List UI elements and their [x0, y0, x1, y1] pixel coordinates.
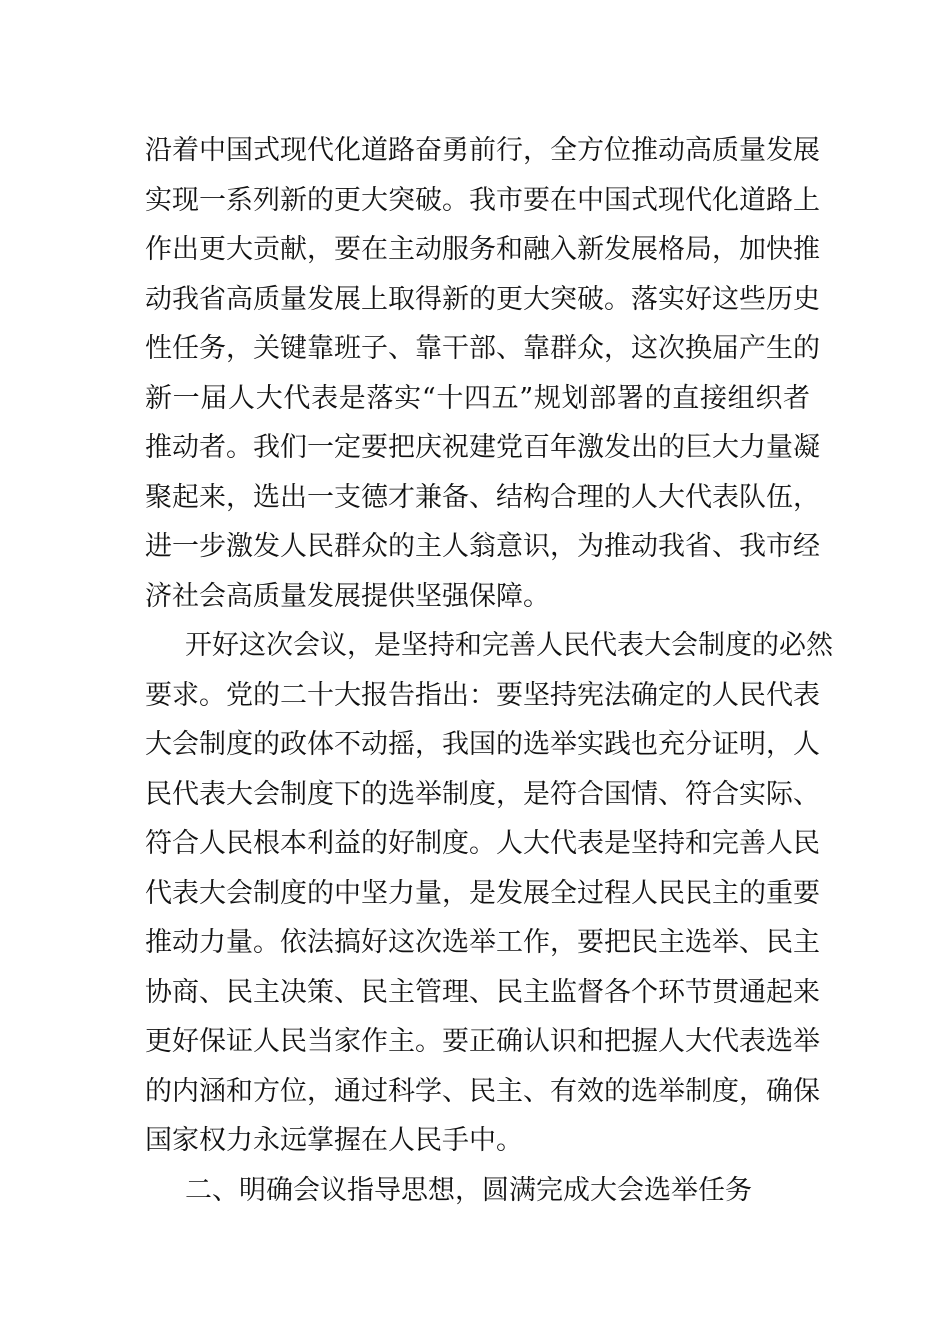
paragraph-1: [145, 126, 820, 621]
text-line: 民代表大会制度下的选举制度，是符合国情、符合实际、: [145, 778, 820, 810]
text-line: 济社会高质量发展提供坚强保障。: [145, 580, 550, 612]
text-line: 实现一系列新的更大突破。我市要在中国式现代化道路上: [145, 184, 820, 216]
text-line: 协商、民主决策、民主管理、民主监督各个环节贯通起来: [145, 976, 820, 1008]
section-heading: [145, 1166, 810, 1216]
text-line: 进一步激发人民群众的主人翁意识，为推动我省、我市经: [145, 531, 820, 562]
text-line: 推动力量。依法搞好这次选举工作，要把民主选举、民主: [145, 927, 820, 958]
text-line: 更好保证人民当家作主。要正确认识和把握人大代表选举: [145, 1026, 820, 1057]
text-line: 聚起来，选出一支德才兼备、结构合理的人大代表队伍，: [145, 481, 820, 513]
text-line: 作出更大贡献，要在主动服务和融入新发展格局，加快推: [145, 234, 820, 265]
text-line: 大会制度的政体不动摇，我国的选举实践也充分证明，人: [145, 729, 820, 760]
text-line: 开好这次会议，是坚持和完善人民代表大会制度的必然: [185, 630, 833, 661]
paragraph-2: [145, 621, 833, 1166]
document-body: [145, 126, 833, 1215]
text-line: 沿着中国式现代化道路奋勇前行，全方位推动高质量发展: [145, 135, 820, 166]
text-line: 动我省高质量发展上取得新的更大突破。落实好这些历史: [145, 283, 820, 315]
text-line: 的内涵和方位，通过科学、民主、有效的选举制度，确保: [145, 1075, 820, 1107]
text-line: 代表大会制度的中坚力量，是发展全过程人民民主的重要: [145, 877, 820, 909]
text-line: 性任务，关键靠班子、靠干部、靠群众，这次换届产生的: [145, 333, 820, 364]
text-line: 推动者。我们一定要把庆祝建党百年激发出的巨大力量凝: [145, 432, 820, 463]
text-line: 国家权力永远掌握在人民手中。: [145, 1125, 523, 1156]
text-line: 符合人民根本利益的好制度。人大代表是坚持和完善人民: [145, 828, 820, 859]
section-heading-text: 二、明确会议指导思想，圆满完成大会选举任务: [185, 1174, 752, 1206]
text-line: 新一届人大代表是落实“十四五”规划部署的直接组织者: [145, 382, 810, 414]
text-line: 要求。党的二十大报告指出：要坚持宪法确定的人民代表: [145, 679, 820, 711]
